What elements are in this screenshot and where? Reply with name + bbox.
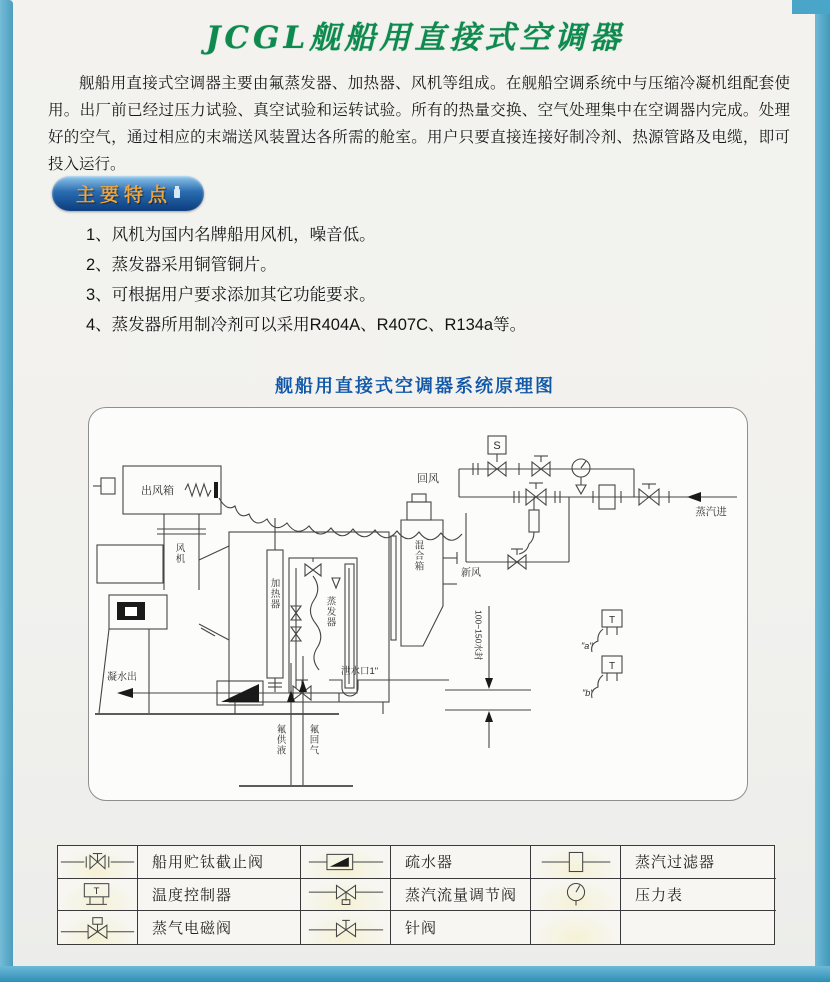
steam-in-label: 蒸汽进 <box>695 506 727 518</box>
dimension-arrow-down <box>485 678 493 689</box>
fresh-air-label: 新风 <box>461 568 481 579</box>
temp-mark-a: T <box>608 615 616 626</box>
flexible-duct <box>219 498 462 540</box>
freon-supply-arrow <box>287 690 295 702</box>
temp-controller-icon <box>58 879 138 912</box>
feature-item: 3、可根据用户要求添加其它功能要求。 <box>86 286 376 304</box>
legend-empty-label <box>621 911 776 944</box>
legend-label: 蒸气电磁阀 <box>138 911 301 944</box>
solenoid-mark: S <box>493 440 501 452</box>
scan-edge-bottom <box>0 966 830 982</box>
steam-filter-icon <box>531 846 621 879</box>
heater-label: 加热器 <box>268 578 280 610</box>
schematic-svg <box>89 408 746 799</box>
steam-in-arrow <box>687 492 701 502</box>
legend-label: 疏水器 <box>391 846 531 879</box>
mixing-box-label: 混合箱 <box>412 540 424 572</box>
system-schematic-diagram <box>88 407 748 801</box>
legend-label: 蒸汽过滤器 <box>621 846 776 879</box>
fan-motor <box>97 545 167 713</box>
freon-supply-label: 氟供液 <box>274 724 286 756</box>
intro-paragraph: 舰船用直接式空调器主要由氟蒸发器、加热器、风机等组成。在舰船空调系统中与压缩冷凝机组配套使用。出厂前已经过压力试验、真空试验和运转试验。所有的热量交换、空气处理集中在空调器内完成。处理好的空气，通过相应的末端送风装置达各所需的舱室。用户只要直接连接好制冷剂、热源管路及电缆，即可投入运行。 <box>48 75 790 173</box>
sensor-b-label: "b" <box>582 688 594 698</box>
fan-label: 风机 <box>173 543 185 564</box>
water-seal-label: 100~150水封 <box>473 610 484 661</box>
legend-label: 蒸汽流量调节阀 <box>391 879 531 912</box>
steam-bypass <box>459 436 634 497</box>
condensate-out-label: 凝水出 <box>107 672 137 683</box>
needle-valve-icon <box>301 911 391 944</box>
legend-label: 船用贮钛截止阀 <box>138 846 301 879</box>
legend-table <box>57 845 775 945</box>
scan-edge-right <box>815 0 830 982</box>
legend-label: 针阀 <box>391 911 531 944</box>
outlet-box-label: 出风箱 <box>141 485 174 497</box>
feature-item: 4、蒸发器所用制冷剂可以采用R404A、R407C、R134a等。 <box>86 316 527 334</box>
sensor-a-label: "a" <box>581 641 593 651</box>
temp-mark-b: T <box>608 661 616 672</box>
badge-dot-icon <box>174 189 180 198</box>
freon-return-arrow <box>299 680 307 692</box>
solenoid-valve-icon <box>58 911 138 944</box>
freon-pipes <box>291 656 303 785</box>
condensate-arrow <box>117 688 133 698</box>
freon-return-label: 氟回气 <box>307 724 319 756</box>
legend-empty-symbol <box>531 911 621 944</box>
features-badge-label: 主要特点 <box>75 185 172 206</box>
features-list <box>86 220 706 340</box>
mixing-box <box>401 494 457 646</box>
steam-lower-loop <box>466 497 569 569</box>
temp-sensor-a <box>592 610 622 652</box>
diagram-title: 舰船用直接式空调器系统原理图 <box>275 376 555 396</box>
dimension-arrow-up <box>485 711 493 722</box>
temp-sensor-b <box>592 656 622 698</box>
pressure-gauge-icon <box>531 879 621 912</box>
drain-trap <box>329 606 531 748</box>
steam-flow-valve-icon <box>301 879 391 912</box>
steam-trap-icon <box>301 846 391 879</box>
feature-item: 1、风机为国内名牌船用风机，噪音低。 <box>86 226 376 244</box>
svg-text:T: T <box>93 885 100 897</box>
scan-edge-left <box>0 0 13 982</box>
feature-item: 2、蒸发器采用铜管铜片。 <box>86 256 277 274</box>
features-badge <box>52 176 204 211</box>
legend-label: 压力表 <box>621 879 776 912</box>
damper-plate <box>391 536 396 640</box>
fan-duct <box>157 514 229 640</box>
evaporator-label: 蒸发器 <box>324 596 336 628</box>
legend-label: 温度控制器 <box>138 879 301 912</box>
return-air-label: 回风 <box>417 473 439 485</box>
drain-port-label: 泄水口1" <box>341 666 379 677</box>
unit-feet <box>235 702 383 714</box>
stop-valve-icon <box>58 846 138 879</box>
page-title: JCGL舰船用直接式空调器 <box>205 20 625 56</box>
